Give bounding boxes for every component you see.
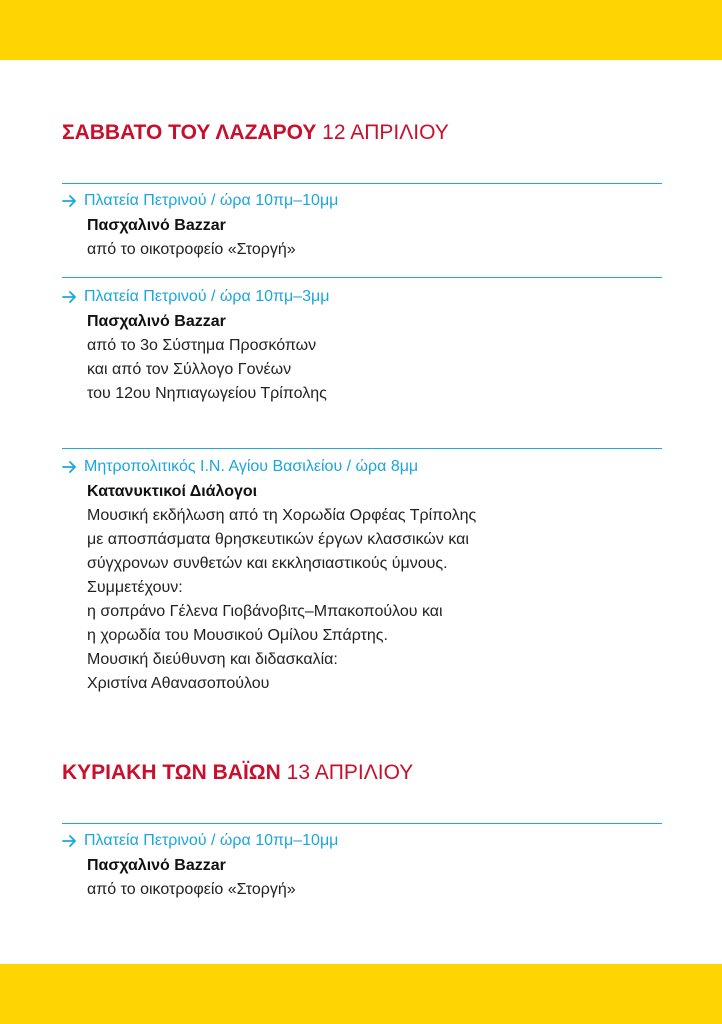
event-description-line: με αποσπάσματα θρησκευτικών έργων κλασσικών και	[87, 531, 469, 548]
event-description-line: από το οικοτροφείο «Στοργή»	[87, 241, 296, 258]
day-name: ΚΥΡΙΑΚΗ ΤΩΝ ΒΑΪΩΝ	[62, 761, 281, 784]
event-location-text: Πλατεία Πετρινού / ώρα 10πμ–10μμ	[84, 832, 339, 849]
event-description-line: από το οικοτροφείο «Στοργή»	[87, 881, 296, 898]
event-description-line: σύγχρονων συνθετών και εκκλησιαστικούς ύμνους.	[87, 555, 448, 572]
event-description-line: Χριστίνα Αθανασοπούλου	[87, 675, 270, 692]
event-title: Πασχαλινό Bazzar	[87, 857, 226, 874]
divider	[62, 277, 662, 278]
event-description-line: Συμμετέχουν:	[87, 579, 183, 596]
event-location	[62, 457, 662, 477]
divider	[62, 183, 662, 184]
day-name: ΣΑΒΒΑΤΟ ΤΟΥ ΛΑΖΑΡΟΥ	[62, 121, 317, 144]
event-item	[62, 191, 662, 262]
day-heading	[62, 120, 449, 146]
event-title: Πασχαλινό Bazzar	[87, 313, 226, 330]
event-item	[62, 287, 662, 406]
event-description-line: του 12ου Νηπιαγωγείου Τρίπολης	[87, 385, 327, 402]
day-date: 13 ΑΠΡΙΛΙΟΥ	[286, 761, 414, 784]
event-description-line: από το 3ο Σύστημα Προσκόπων	[87, 337, 317, 354]
event-location	[62, 287, 662, 307]
arrow-right-icon	[62, 290, 78, 304]
bottom-yellow-band	[0, 964, 722, 1024]
top-yellow-band	[0, 0, 722, 60]
arrow-right-icon	[62, 194, 78, 208]
event-location-text: Μητροπολιτικός Ι.Ν. Αγίου Βασιλείου / ώρα 8μμ	[84, 458, 419, 475]
event-title: Κατανυκτικοί Διάλογοι	[87, 483, 258, 500]
event-description-line: Μουσική διεύθυνση και διδασκαλία:	[87, 651, 338, 668]
event-description-line: η σοπράνο Γέλενα Γιοβάνοβιτς–Μπακοπούλου και	[87, 603, 443, 620]
event-location	[62, 831, 662, 851]
event-title: Πασχαλινό Bazzar	[87, 217, 226, 234]
event-description-line: η χορωδία του Μουσικού Ομίλου Σπάρτης.	[87, 627, 388, 644]
event-description-line: και από τον Σύλλογο Γονέων	[87, 361, 292, 378]
event-item	[62, 457, 662, 696]
day-heading	[62, 760, 413, 786]
day-date: 12 ΑΠΡΙΛΙΟΥ	[322, 121, 449, 144]
event-location-text: Πλατεία Πετρινού / ώρα 10πμ–3μμ	[84, 288, 330, 305]
event-location-text: Πλατεία Πετρινού / ώρα 10πμ–10μμ	[84, 192, 339, 209]
event-location	[62, 191, 662, 211]
event-item	[62, 831, 662, 902]
arrow-right-icon	[62, 460, 78, 474]
arrow-right-icon	[62, 834, 78, 848]
event-description-line: Μουσική εκδήλωση από τη Χορωδία Ορφέας Τρίπολης	[87, 507, 477, 524]
divider	[62, 448, 662, 449]
divider	[62, 823, 662, 824]
